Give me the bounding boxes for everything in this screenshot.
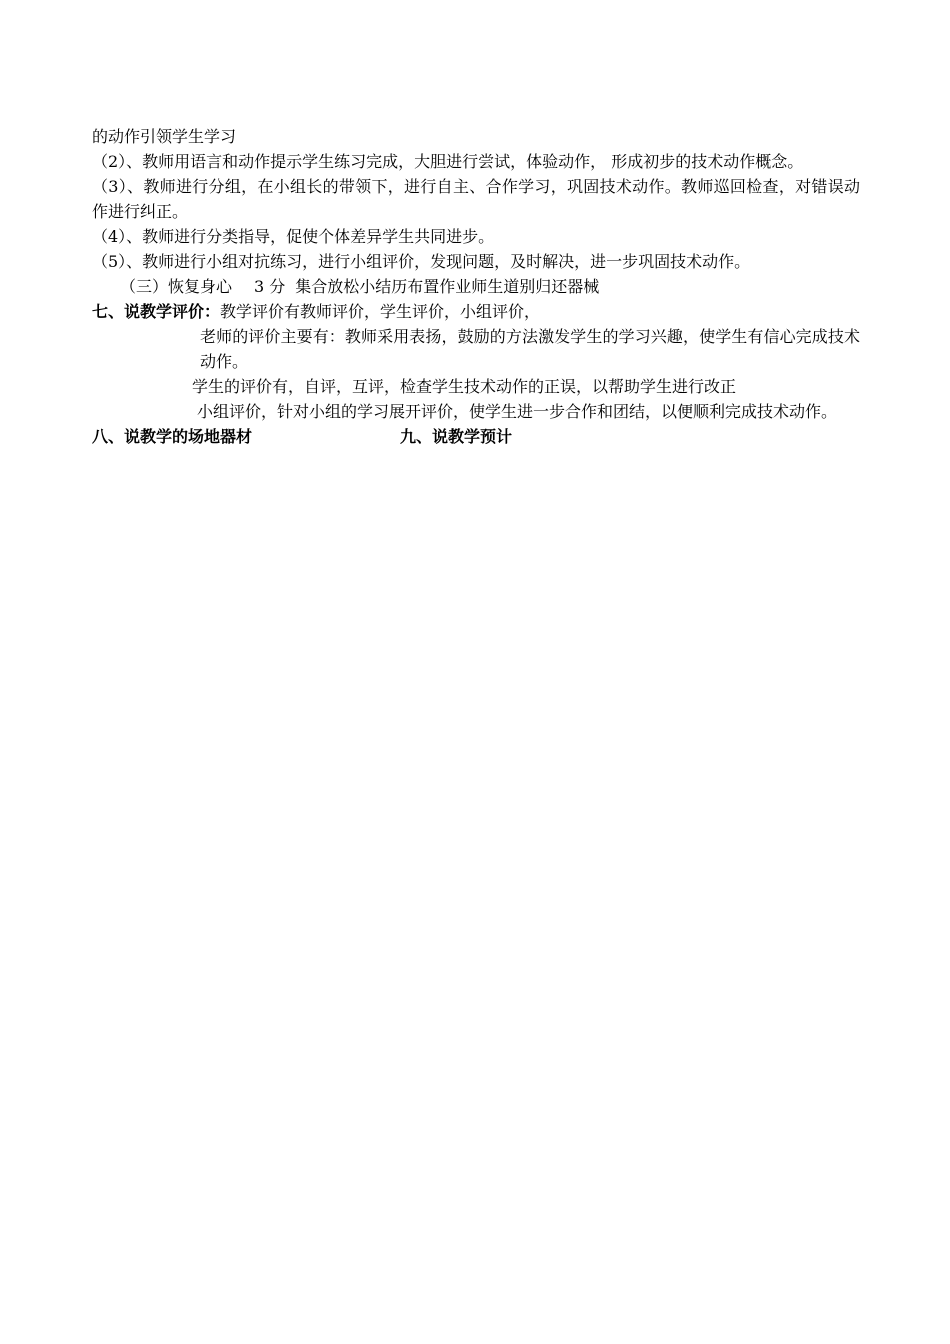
teacher-evaluation-text: 老师的评价主要有：教师采用表扬，鼓励的方法激发学生的学习兴趣，使学生有信心完成技术动作。: [200, 327, 860, 371]
group-evaluation-text: 小组评价，针对小组的学习展开评价，使学生进一步合作和团结，以便顺利完成技术动作。: [197, 402, 838, 421]
teacher-evaluation: [92, 324, 860, 374]
section-7-line: [92, 299, 860, 324]
section-7-intro: 教学评价有教师评价，学生评价，小组评价，: [220, 302, 541, 321]
recovery-time: 3 分: [254, 277, 286, 296]
document-page: [92, 124, 860, 449]
paragraph-step-5: （5）、教师进行小组对抗练习，进行小组评价，发现问题，及时解决，进一步巩固技术动作。: [92, 252, 751, 271]
recovery-part: （三）恢复身心: [120, 277, 233, 296]
section-9-heading: 九、说教学预计: [400, 427, 513, 446]
paragraph-step-4: （4）、教师进行分类指导，促使个体差异学生共同进步。: [92, 227, 495, 246]
group-evaluation: [92, 399, 860, 424]
paragraph-step-2: （2）、教师用语言和动作提示学生练习完成，大胆进行尝试，体验动作， 形成初步的技术动作概念。: [92, 152, 804, 171]
section-7-heading: 七、说教学评价：: [92, 302, 221, 321]
paragraph-continuation: 的动作引领学生学习: [92, 127, 237, 146]
recovery-content: 集合放松小结历布置作业师生道别归还器械: [295, 277, 600, 296]
section-8-9-row: [92, 424, 860, 449]
recovery-line: [92, 274, 860, 299]
student-evaluation: 学生的评价有，自评，互评，检查学生技术动作的正误，以帮助学生进行改正: [192, 377, 737, 396]
paragraph-step-3: （3）、教师进行分组，在小组长的带领下，进行自主、合作学习，巩固技术动作。教师巡回检查，对错误动作进行纠正。: [92, 177, 860, 221]
section-8-heading: 八、说教学的场地器材: [92, 427, 253, 446]
